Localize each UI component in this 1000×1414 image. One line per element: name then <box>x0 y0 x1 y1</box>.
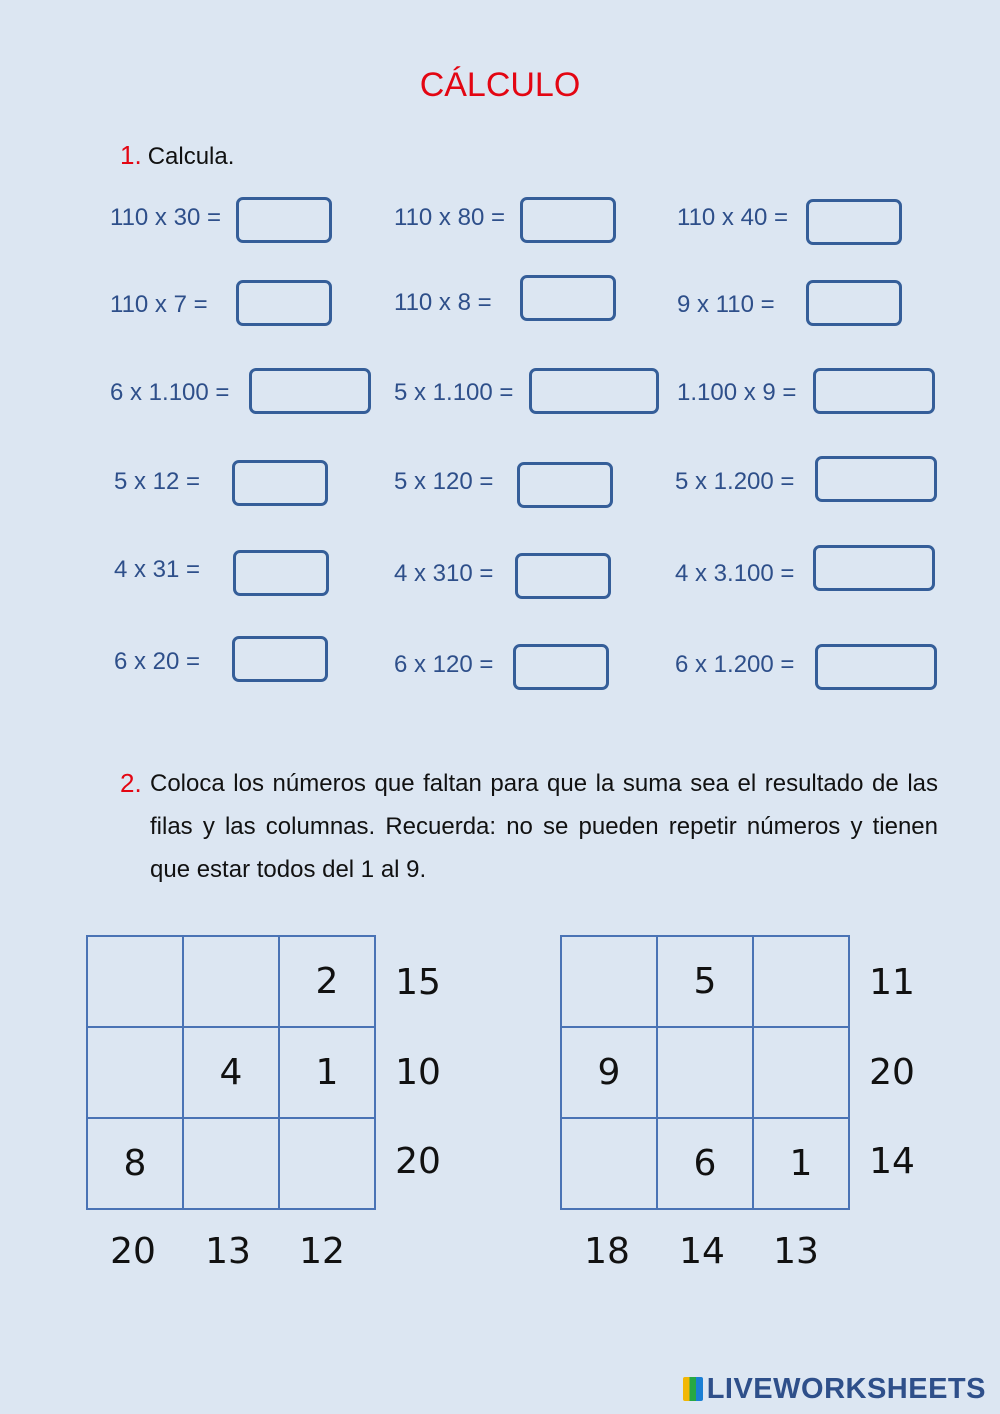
exercise-label: 6 x 20 = <box>114 648 201 675</box>
row-sum: 11 <box>869 962 915 1003</box>
task-1-number: 1. <box>120 140 142 170</box>
square-cell[interactable] <box>657 1027 753 1118</box>
brand-logo[interactable] <box>683 1373 986 1406</box>
exercise-label: 110 x 8 = <box>394 289 492 316</box>
task-1-heading <box>120 140 234 171</box>
col-sum: 18 <box>584 1231 630 1272</box>
exercise-label: 110 x 80 = <box>394 204 505 231</box>
exercise-label: 110 x 30 = <box>110 204 221 231</box>
row-sum: 20 <box>395 1141 441 1182</box>
task-2-instructions: Coloca los números que faltan para que la suma sea el resultado de las filas y las columnas. Recuerda: no se pueden repetir números y tienen que estar todos del 1 al 9. <box>150 770 938 883</box>
answer-box[interactable] <box>233 550 329 596</box>
answer-box[interactable] <box>513 644 609 690</box>
answer-box[interactable] <box>813 545 935 591</box>
square-cell[interactable]: 2 <box>279 936 375 1027</box>
col-sum: 20 <box>110 1231 156 1272</box>
answer-box[interactable] <box>520 275 616 321</box>
row-sum: 10 <box>395 1052 441 1093</box>
square-cell[interactable]: 1 <box>279 1027 375 1118</box>
col-sum: 13 <box>205 1231 251 1272</box>
answer-box[interactable] <box>232 460 328 506</box>
brand-name: LIVEWORKSHEETS <box>706 1373 986 1405</box>
answer-box[interactable] <box>806 199 902 245</box>
square-cell[interactable] <box>753 1027 849 1118</box>
exercise-label: 5 x 1.200 = <box>675 468 795 495</box>
task-1-label: Calcula. <box>147 143 235 170</box>
square-cell[interactable]: 4 <box>183 1027 279 1118</box>
answer-box[interactable] <box>232 636 328 682</box>
answer-box[interactable] <box>815 456 937 502</box>
row-sum: 15 <box>395 962 441 1003</box>
row-sum: 14 <box>869 1141 915 1182</box>
square-cell[interactable] <box>87 1027 183 1118</box>
exercise-label: 1.100 x 9 = <box>677 379 797 406</box>
exercise-label: 6 x 120 = <box>394 651 494 678</box>
square-cell[interactable] <box>561 936 657 1027</box>
magic-square-1 <box>86 935 376 1210</box>
square-cell[interactable]: 8 <box>87 1118 183 1209</box>
square-cell[interactable]: 5 <box>657 936 753 1027</box>
liveworksheets-logo-icon <box>683 1377 703 1401</box>
square-cell[interactable]: 6 <box>657 1118 753 1209</box>
answer-box[interactable] <box>806 280 902 326</box>
answer-box[interactable] <box>529 368 659 414</box>
exercise-label: 4 x 31 = <box>114 556 201 583</box>
col-sum: 12 <box>299 1231 345 1272</box>
answer-box[interactable] <box>236 197 332 243</box>
exercise-label: 6 x 1.200 = <box>675 651 795 678</box>
exercise-label: 110 x 40 = <box>677 204 788 231</box>
task-2-number: 2. <box>120 768 142 798</box>
exercise-label: 5 x 120 = <box>394 468 494 495</box>
square-cell[interactable] <box>753 936 849 1027</box>
square-cell[interactable] <box>183 936 279 1027</box>
square-cell[interactable]: 1 <box>753 1118 849 1209</box>
answer-box[interactable] <box>815 644 937 690</box>
magic-square-2 <box>560 935 850 1210</box>
exercise-label: 110 x 7 = <box>110 291 208 318</box>
answer-box[interactable] <box>517 462 613 508</box>
exercise-label: 6 x 1.100 = <box>110 379 230 406</box>
answer-box[interactable] <box>236 280 332 326</box>
answer-box[interactable] <box>515 553 611 599</box>
col-sum: 14 <box>679 1231 725 1272</box>
page-title: CÁLCULO <box>419 66 581 104</box>
row-sum: 20 <box>869 1052 915 1093</box>
square-cell[interactable] <box>87 936 183 1027</box>
exercise-label: 9 x 110 = <box>677 291 775 318</box>
answer-box[interactable] <box>813 368 935 414</box>
square-cell[interactable] <box>183 1118 279 1209</box>
exercise-label: 4 x 310 = <box>394 560 494 587</box>
col-sum: 13 <box>773 1231 819 1272</box>
square-cell[interactable] <box>279 1118 375 1209</box>
square-cell[interactable] <box>561 1118 657 1209</box>
exercise-label: 5 x 12 = <box>114 468 201 495</box>
answer-box[interactable] <box>520 197 616 243</box>
exercise-label: 4 x 3.100 = <box>675 560 795 587</box>
exercise-label: 5 x 1.100 = <box>394 379 514 406</box>
square-cell[interactable]: 9 <box>561 1027 657 1118</box>
answer-box[interactable] <box>249 368 371 414</box>
